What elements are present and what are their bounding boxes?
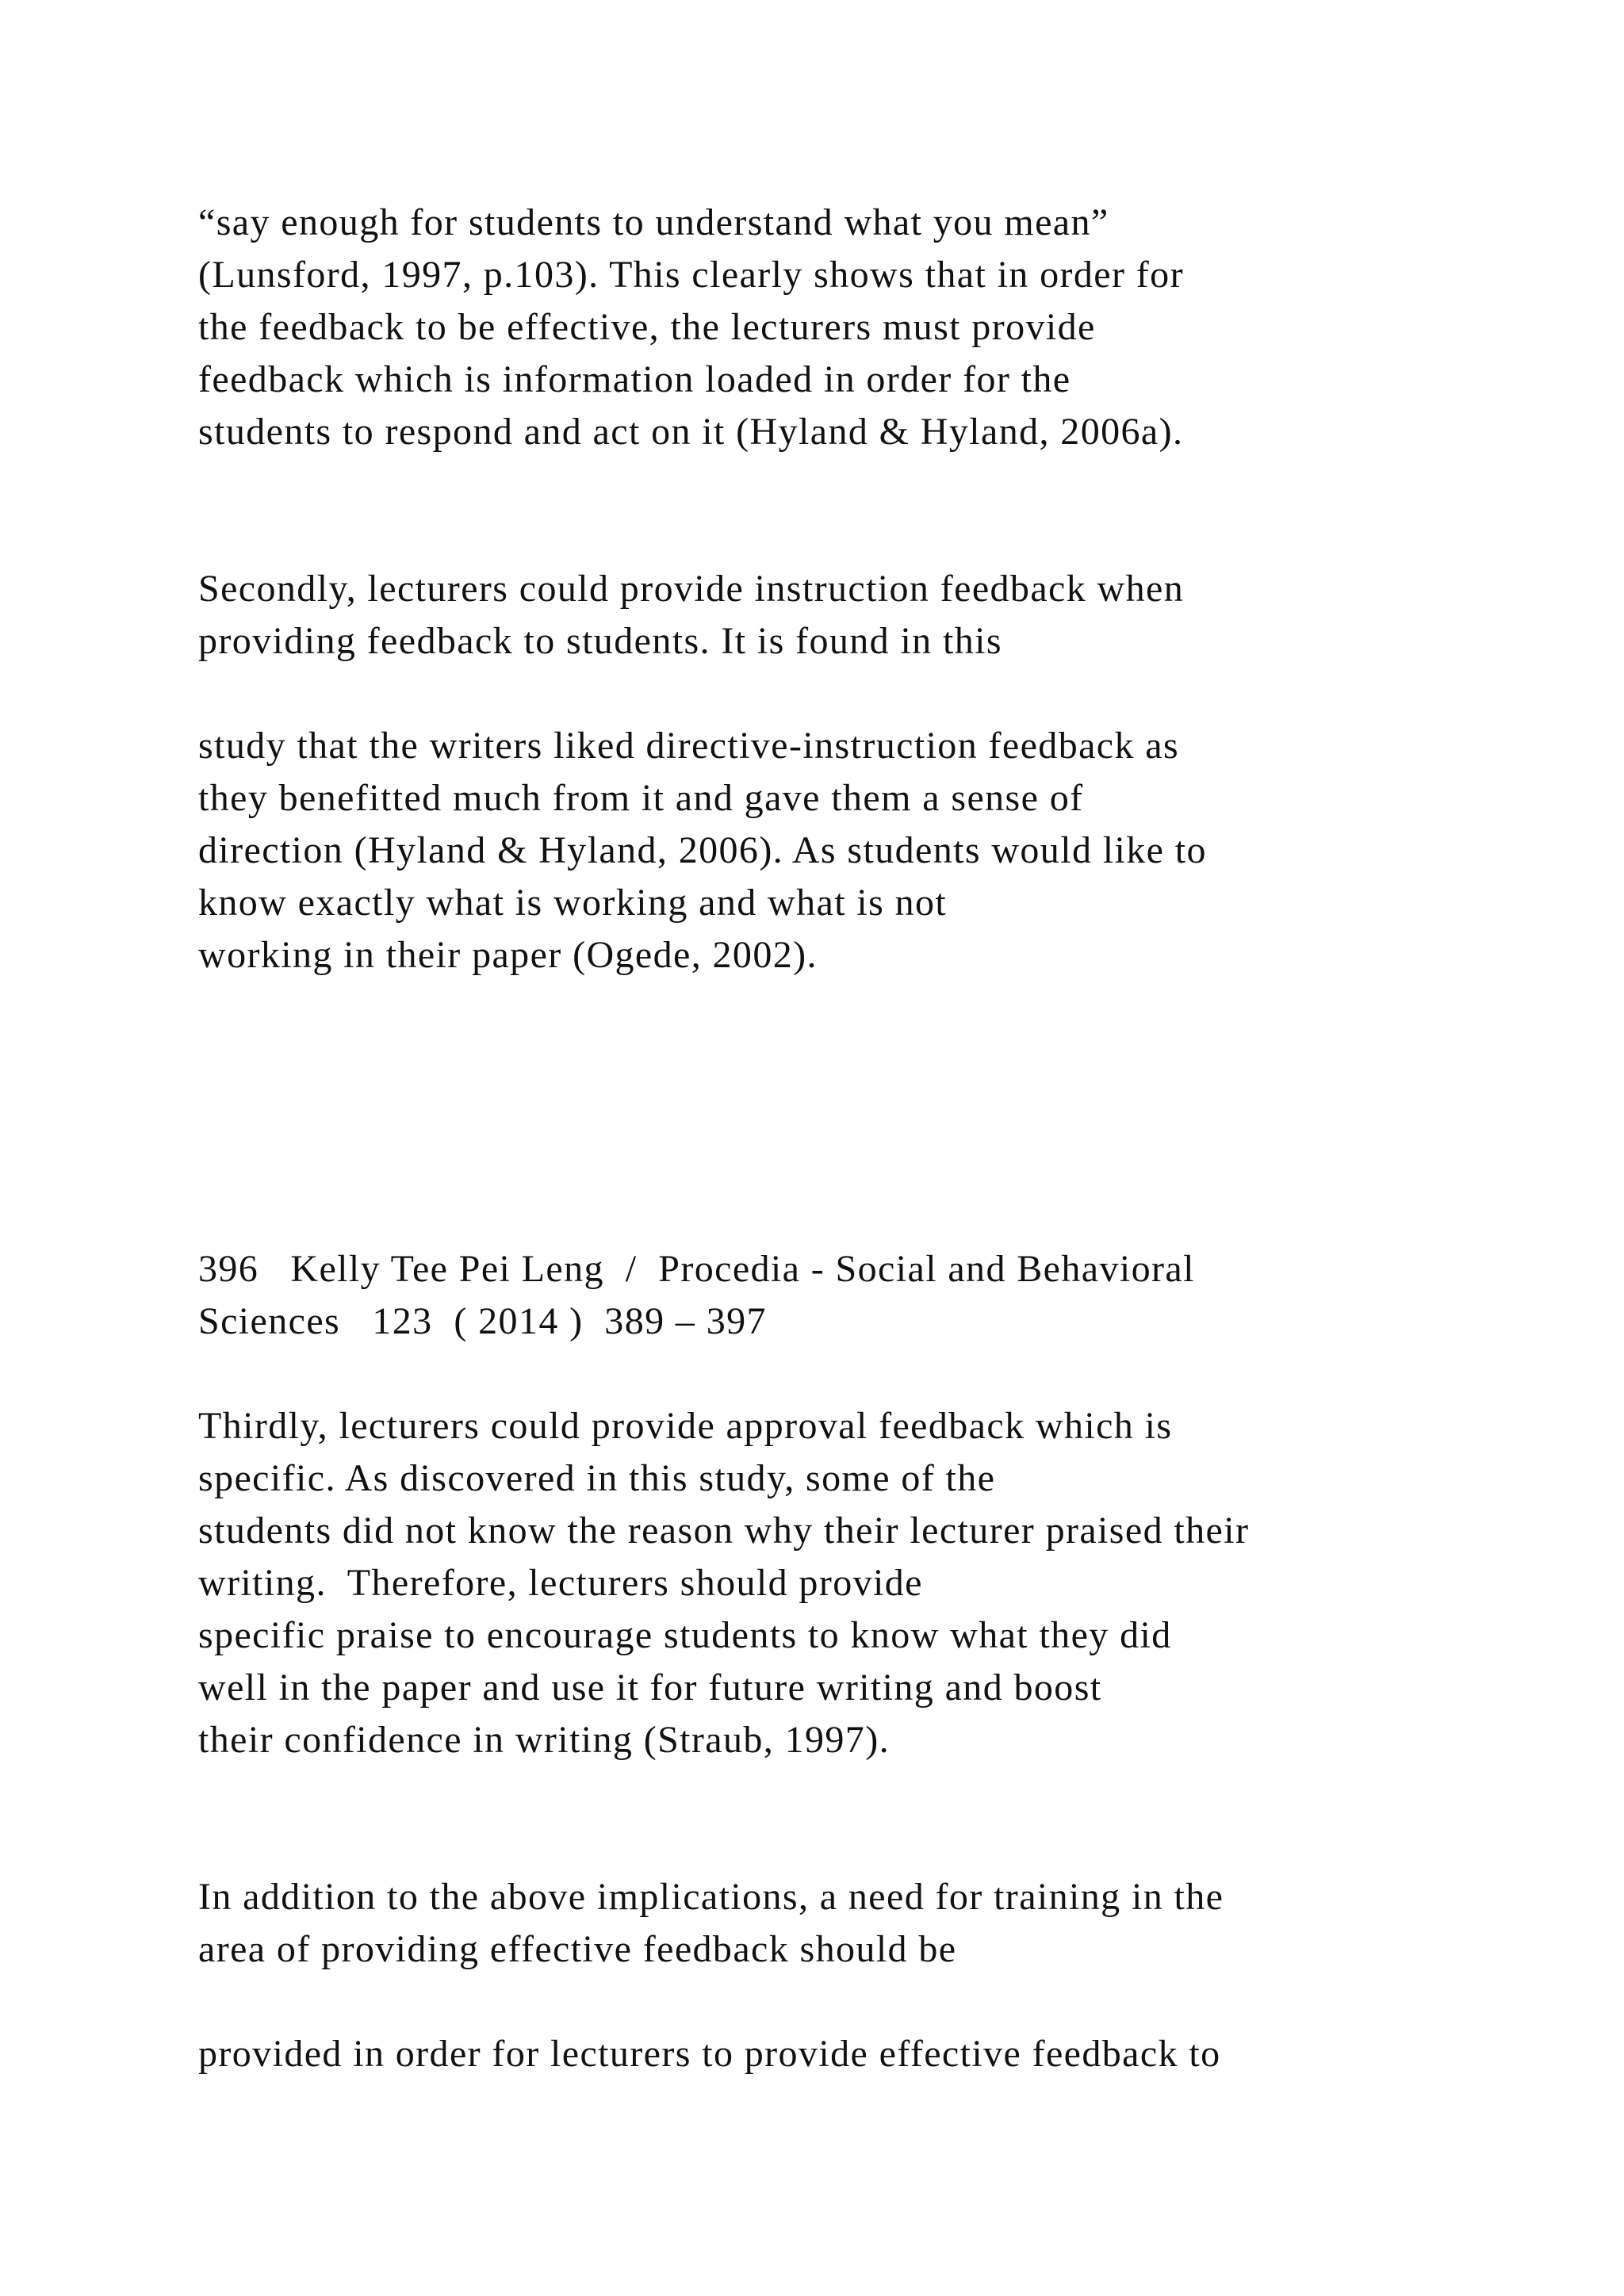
text-line: (Lunsford, 1997, p.103). This clearly shows that in order for xyxy=(198,254,1184,296)
text-line: “say enough for students to understand what you mean” xyxy=(198,201,1109,243)
text-line: Thirdly, lecturers could provide approval feedback which is xyxy=(198,1405,1173,1447)
text-line: students to respond and act on it (Hyland & Hyland, 2006a). xyxy=(198,411,1184,453)
text-line: the feedback to be effective, the lecturers must provide xyxy=(198,306,1096,348)
text-line: writing. Therefore, lecturers should provide xyxy=(198,1562,923,1604)
running-header: Sciences 123 ( 2014 ) 389 – 397 xyxy=(198,1300,767,1342)
text-line: their confidence in writing (Straub, 1997). xyxy=(198,1719,890,1761)
text-line: Secondly, lecturers could provide instruction feedback when xyxy=(198,568,1185,610)
text-line: know exactly what is working and what is not xyxy=(198,882,948,924)
text-line: specific praise to encourage students to know what they did xyxy=(198,1614,1172,1656)
text-line: provided in order for lecturers to provide effective feedback to xyxy=(198,2033,1221,2075)
text-line: specific. As discovered in this study, some of the xyxy=(198,1457,996,1499)
text-line: providing feedback to students. It is found in this xyxy=(198,620,1002,662)
text-line: they benefitted much from it and gave them a sense of xyxy=(198,777,1084,819)
text-line: working in their paper (Ogede, 2002). xyxy=(198,934,818,976)
running-header: 396 Kelly Tee Pei Leng / Procedia - Social and Behavioral xyxy=(198,1248,1195,1290)
text-line: students did not know the reason why their lecturer praised their xyxy=(198,1510,1250,1552)
text-line: area of providing effective feedback should be xyxy=(198,1928,957,1970)
text-line: In addition to the above implications, a need for training in the xyxy=(198,1876,1224,1918)
text-line: study that the writers liked directive-instruction feedback as xyxy=(198,725,1180,767)
text-line: direction (Hyland & Hyland, 2006). As students would like to xyxy=(198,829,1207,871)
text-line: well in the paper and use it for future writing and boost xyxy=(198,1667,1102,1709)
text-line: feedback which is information loaded in order for the xyxy=(198,358,1071,400)
